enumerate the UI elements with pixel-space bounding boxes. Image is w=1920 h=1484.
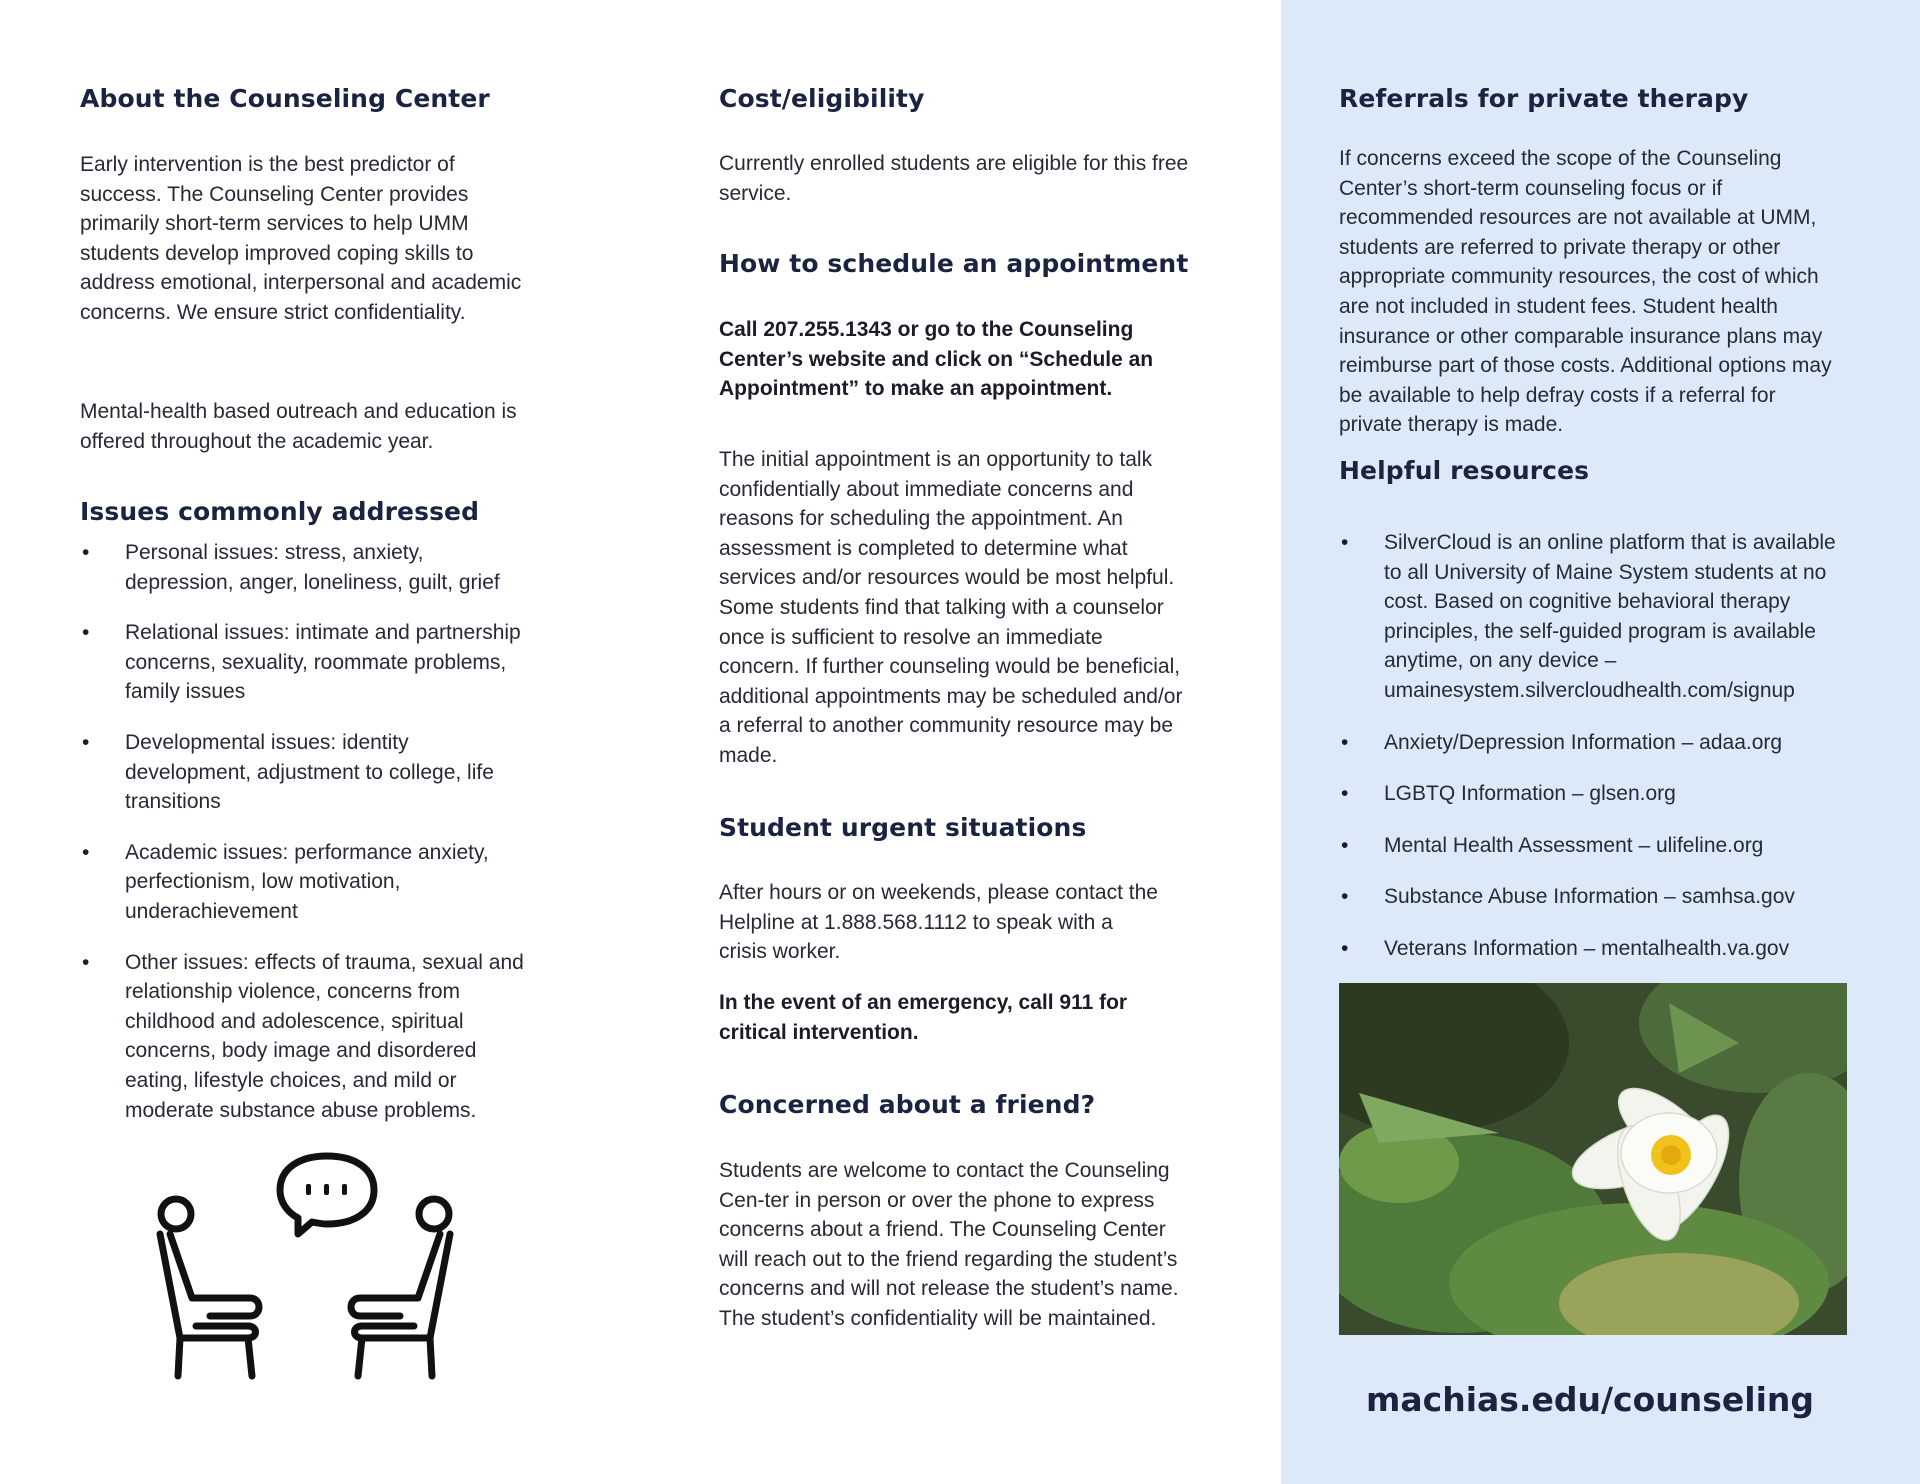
list-item: • LGBTQ Information – glsen.org xyxy=(1339,779,1839,809)
website-link[interactable]: machias.edu/counseling xyxy=(1366,1380,1814,1419)
list-item: • Other issues: effects of trauma, sexual and relationship violence, concerns from childhood and adolescence, spiritual concerns, body image and disordered eating, lifestyle choices, and mild or moderate substance abuse problems. xyxy=(80,948,535,1126)
list-item: • Mental Health Assessment – ulifeline.org xyxy=(1339,831,1839,861)
about-heading: About the Counseling Center xyxy=(80,84,490,113)
list-item: • Veterans Information – mentalhealth.va.gov xyxy=(1339,934,1839,964)
list-item: • Personal issues: stress, anxiety, depression, anger, loneliness, guilt, grief xyxy=(80,538,535,597)
referrals-paragraph: If concerns exceed the scope of the Counseling Center’s short-term counseling focus or if recommended resources are not available at UMM, students are referred to private therapy or other appropriate community resources, the cost of which are not included in student fees. Student health insurance or other comparable insurance plans may reimburse part of those costs. Additional options may be available to help defray costs if a referral for private therapy is made. xyxy=(1339,147,1832,437)
list-item: • Anxiety/Depression Information – adaa.org xyxy=(1339,728,1839,758)
issues-list xyxy=(80,538,535,1146)
urgent-heading: Student urgent situations xyxy=(719,813,1087,842)
list-item: • Substance Abuse Information – samhsa.gov xyxy=(1339,882,1839,912)
cost-heading: Cost/eligibility xyxy=(719,84,925,113)
urgent-paragraph: After hours or on weekends, please contact the Helpline at 1.888.568.1112 to speak with a crisis worker. xyxy=(719,881,1158,964)
schedule-paragraph: The initial appointment is an opportunity to talk confidentially about immediate concerns and reasons for scheduling the appointment. An assessment is completed to determine what services and/or resources would be most helpful. Some students find that talking with a counselor once is sufficient to resolve an immediate concern. If further counseling would be beneficial, additional appointments may be scheduled and/or a referral to another community resource may be made. xyxy=(719,448,1183,767)
issues-heading: Issues commonly addressed xyxy=(80,497,480,526)
friend-heading: Concerned about a friend? xyxy=(719,1090,1096,1119)
list-item: • Academic issues: performance anxiety, perfectionism, low motivation, underachievement xyxy=(80,838,535,927)
list-item: • Developmental issues: identity development, adjustment to college, life transitions xyxy=(80,728,535,817)
resources-list xyxy=(1339,528,1839,986)
water-lily-photo xyxy=(1339,983,1847,1335)
about-paragraph-2: Mental-health based outreach and education is offered throughout the academic year. xyxy=(80,400,517,453)
emergency-notice: In the event of an emergency, call 911 for critical intervention. xyxy=(719,991,1128,1044)
counseling-conversation-icon xyxy=(140,1148,470,1408)
resources-heading: Helpful resources xyxy=(1339,456,1590,485)
schedule-heading: How to schedule an appointment xyxy=(719,249,1189,278)
cost-paragraph: Currently enrolled students are eligible for this free service. xyxy=(719,152,1189,205)
referrals-heading: Referrals for private therapy xyxy=(1339,84,1749,113)
list-item: • Relational issues: intimate and partnership concerns, sexuality, roommate problems, family issues xyxy=(80,618,535,707)
list-item: • SilverCloud is an online platform that is available to all University of Maine System students at no cost. Based on cognitive behavioral therapy principles, the self-guided program is available anytime, on any device – umainesystem.silvercloudhealth.com/signup xyxy=(1339,528,1839,706)
friend-paragraph: Students are welcome to contact the Counseling Cen-ter in person or over the phone to express concerns about a friend. The Counseling Center will reach out to the friend regarding the student’s concerns and will not release the student’s name. The student’s confidentiality will be maintained. xyxy=(719,1159,1179,1330)
schedule-instructions: Call 207.255.1343 or go to the Counseling Center’s website and click on “Schedule an Appointment” to make an appointment. xyxy=(719,318,1154,401)
about-paragraph-1: Early intervention is the best predictor of success. The Counseling Center provides primarily short-term services to help UMM students develop improved coping skills to address emotional, interpersonal and academic concerns. We ensure strict confidentiality. xyxy=(80,153,522,324)
